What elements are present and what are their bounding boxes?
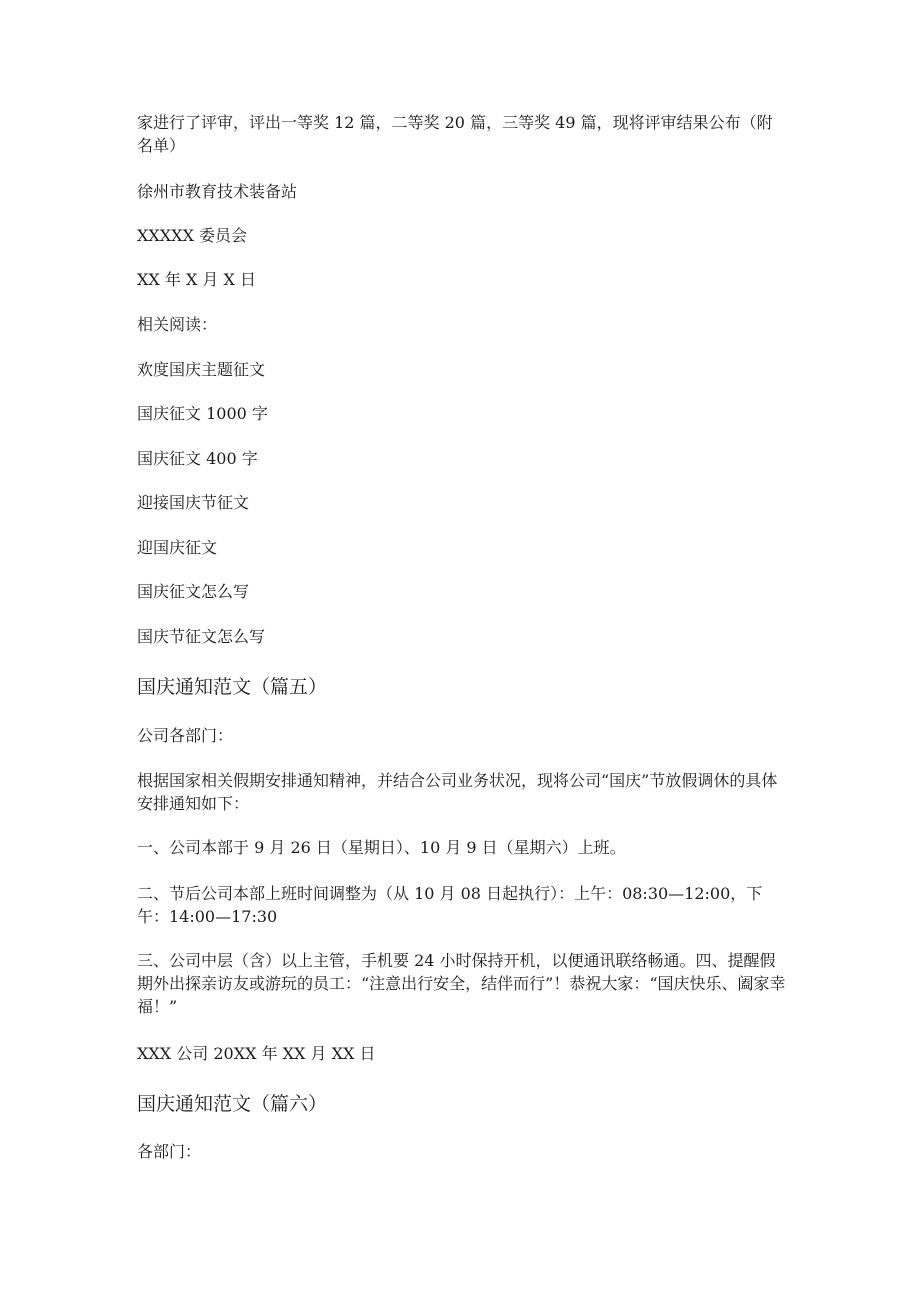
intro-paragraph: 家进行了评审，评出一等奖 12 篇，二等奖 20 篇，三等奖 49 篇，现将评审结果公布（附名单） — [137, 113, 773, 155]
section-five-paragraph: 二、节后公司本部上班时间调整为（从 10 月 08 日起执行）：上午：08:30—12:00，下午：14:00—17:30 — [137, 884, 763, 926]
related-link[interactable]: 欢度国庆主题征文 — [137, 360, 266, 379]
related-link[interactable]: 迎接国庆节征文 — [137, 493, 250, 512]
related-link[interactable]: 国庆征文怎么写 — [137, 582, 250, 601]
related-reading-heading: 相关阅读： — [137, 315, 218, 334]
section-five-salutation: 公司各部门： — [137, 726, 234, 745]
related-link[interactable]: 迎国庆征文 — [137, 538, 218, 557]
committee-name: XXXXX 委员会 — [137, 226, 248, 245]
related-link[interactable]: 国庆节征文怎么写 — [137, 627, 266, 646]
date-line: XX 年 X 月 X 日 — [137, 270, 256, 289]
section-five-paragraph: 根据国家相关假期安排通知精神，并结合公司业务状况，现将公司“国庆”节放假调休的具体安排通知如下： — [137, 771, 778, 813]
section-five-paragraph: 三、公司中层（含）以上主管，手机要 24 小时保持开机，以便通讯联络畅通。四、提醒假期外出探亲访友或游玩的员工：“注意出行安全，结伴而行”！恭祝大家：“国庆快乐、阖家幸福！” — [137, 951, 786, 1016]
section-five-signature: XXX 公司 20XX 年 XX 月 XX 日 — [137, 1044, 376, 1063]
section-five-paragraph: 一、公司本部于 9 月 26 日（星期日）、10 月 9 日（星期六）上班。 — [137, 838, 626, 857]
section-six-title: 国庆通知范文（篇六） — [137, 1093, 328, 1115]
organization-name: 徐州市教育技术装备站 — [137, 182, 298, 201]
related-link[interactable]: 国庆征文 1000 字 — [137, 404, 268, 423]
section-five-title: 国庆通知范文（篇五） — [137, 676, 328, 698]
related-link[interactable]: 国庆征文 400 字 — [137, 449, 258, 468]
section-six-salutation: 各部门： — [137, 1142, 202, 1161]
